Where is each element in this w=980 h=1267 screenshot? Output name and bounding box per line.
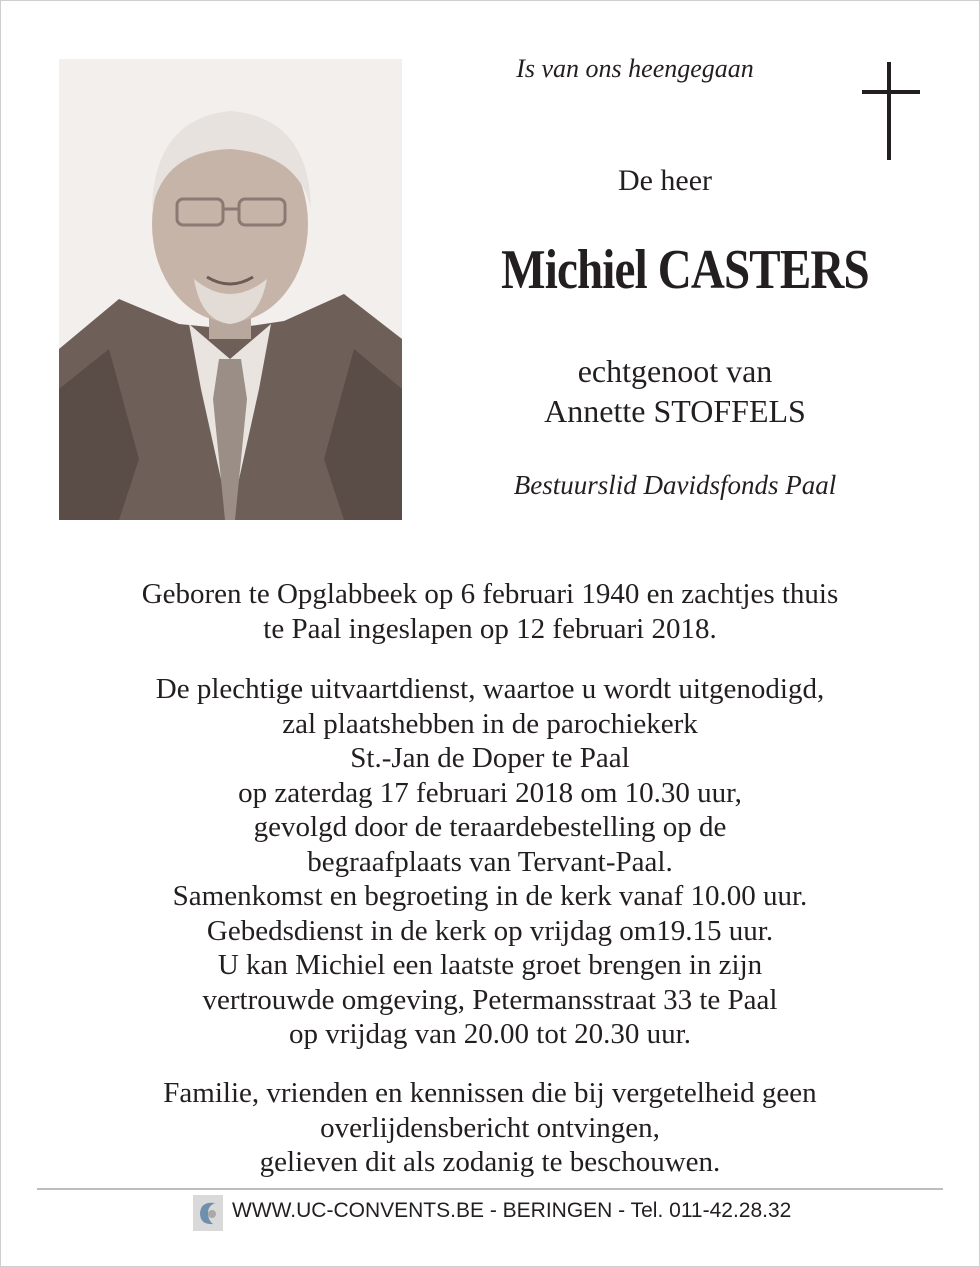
funeral-line: Gebedsdienst in de kerk op vrijdag om19.15 uur. [206,914,774,947]
birth-line: te Paal ingeslapen op 12 februari 2018. [263,612,717,645]
deceased-name: Michiel CASTERS [501,239,869,301]
funeral-paragraph [30,672,950,1052]
footer-divider [37,1188,943,1190]
closing-paragraph [30,1076,950,1180]
portrait-photo [59,59,402,520]
footer-contact: WWW.UC-CONVENTS.BE - BERINGEN - Tel. 011-42.28.32 [232,1199,792,1222]
funeral-line: begraafplaats van Tervant-Paal. [307,845,673,878]
funeral-line: De plechtige uitvaartdienst, waartoe u wordt uitgenodigd, [155,673,825,705]
birth-paragraph [30,577,950,646]
closing-line: overlijdensbericht ontvingen, [320,1111,660,1144]
cross-icon [862,62,920,160]
funeral-line: vertrouwde omgeving, Petermansstraat 33 te Paal [202,983,778,1016]
birth-line: Geboren te Opglabbeek op 6 februari 1940 en zachtjes thuis [141,578,839,610]
closing-line: Familie, vrienden en kennissen die bij vergetelheid geen [163,1077,817,1109]
spouse-label: echtgenoot van [577,353,773,389]
funeral-home-logo-icon [193,1195,223,1231]
funeral-line: op vrijdag van 20.00 tot 20.30 uur. [289,1018,691,1050]
funeral-line: zal plaatshebben in de parochiekerk [282,707,698,740]
intro-text: Is van ons heengegaan [516,54,754,83]
role-text: Bestuurslid Davidsfonds Paal [513,470,837,500]
closing-line: gelieven dit als zodanig te beschouwen. [259,1146,721,1178]
salutation: De heer [617,164,713,197]
spouse-name: Annette STOFFELS [544,393,806,429]
funeral-line: St.-Jan de Doper te Paal [350,742,630,774]
funeral-line: op zaterdag 17 februari 2018 om 10.30 uur, [238,776,742,809]
funeral-line: gevolgd door de teraardebestelling op de [253,811,727,843]
funeral-line: Samenkomst en begroeting in de kerk vanaf 10.00 uur. [172,880,808,912]
funeral-line: U kan Michiel een laatste groet brengen in zijn [217,949,763,981]
